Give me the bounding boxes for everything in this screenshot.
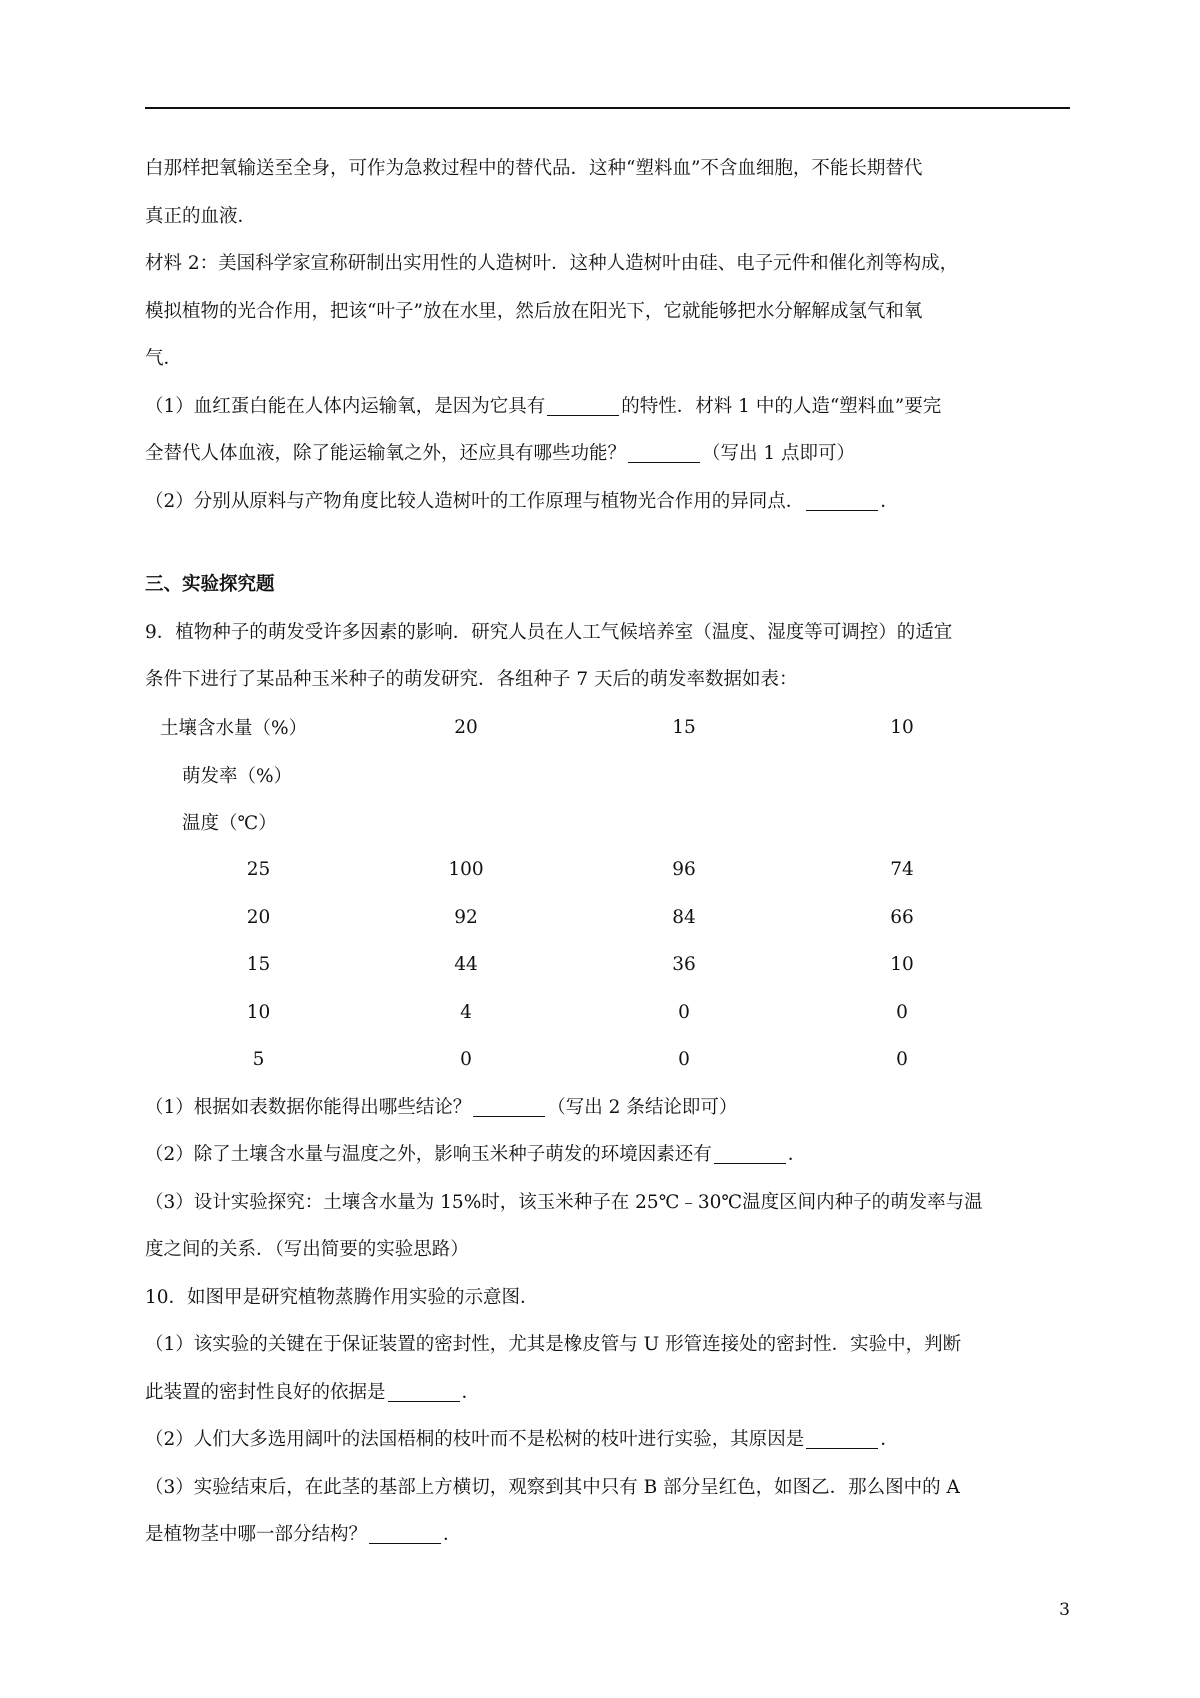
- q9-stem-line1: 9．植物种子的萌发受许多因素的影响．研究人员在人工气候培养室（温度、湿度等可调控）的适宜: [145, 621, 953, 643]
- table-cell: 92: [454, 906, 478, 928]
- answer-blank[interactable]: [628, 442, 700, 463]
- text-line: 材料 2：美国科学家宣称研制出实用性的人造树叶．这种人造树叶由硅、电子元件和催化剂等构成，: [145, 253, 959, 274]
- table-cell: 4: [460, 1001, 472, 1023]
- text-line: 模拟植物的光合作用，把该“叶子”放在水里，然后放在阳光下，它就能够把水分解解成氢气和氧: [145, 300, 923, 322]
- q8-part1-line1: （1）血红蛋白能在人体内运输氧，是因为它具有 的特性．材料 1 中的人造“塑料血”要完: [145, 395, 942, 417]
- table-header-moisture: 土壤含水量（%）: [160, 718, 308, 740]
- q10-part2: （2）人们大多选用阔叶的法国梧桐的枝叶而不是松树的枝叶进行实验，其原因是 ．: [145, 1429, 899, 1450]
- table-cell: 0: [678, 1049, 690, 1071]
- table-cell: 20: [246, 906, 271, 928]
- table-cell: 0: [460, 1049, 472, 1071]
- table-row: [160, 704, 1011, 752]
- answer-blank[interactable]: [806, 1428, 878, 1449]
- page-number: 3: [1059, 1600, 1070, 1620]
- table-cell: 66: [890, 906, 914, 928]
- table-cell: 0: [896, 1001, 908, 1023]
- q9-stem-line2: 条件下进行了某品种玉米种子的萌发研究．各组种子 7 天后的萌发率数据如表：: [145, 669, 798, 690]
- q8-part2: （2）分别从原料与产物角度比较人造树叶的工作原理与植物光合作用的异同点． ．: [145, 490, 899, 512]
- table-row: [160, 751, 1011, 799]
- table-cell: 10: [890, 716, 914, 738]
- text-line: 真正的血液．: [145, 205, 257, 227]
- table-cell: 10: [890, 954, 914, 976]
- table-cell: 36: [672, 954, 696, 976]
- table-header-rate: 萌发率（%）: [182, 765, 293, 787]
- answer-blank[interactable]: [806, 489, 878, 510]
- answer-blank[interactable]: [369, 1523, 441, 1544]
- q8-part1-line2: 全替代人体血液，除了能运输氧之外，还应具有哪些功能？ （写出 1 点即可）: [145, 443, 856, 464]
- table-row: [160, 894, 1011, 942]
- table-row: [160, 846, 1011, 894]
- table-cell: 10: [246, 1001, 271, 1023]
- table-row: [160, 1036, 1011, 1084]
- table-row: [160, 989, 1011, 1037]
- table-row: [160, 941, 1011, 989]
- table-cell: 84: [672, 906, 696, 928]
- header-rule: [145, 107, 1070, 109]
- answer-blank[interactable]: [547, 394, 619, 415]
- q10-part3-line1: （3）实验结束后，在此茎的基部上方横切，观察到其中只有 B 部分呈红色，如图乙．那么图中的 A: [145, 1476, 960, 1498]
- q10-part1-line2: 此装置的密封性良好的依据是 ．: [145, 1381, 481, 1403]
- q9-part3-line1: （3）设计实验探究：土壤含水量为 15%时，该玉米种子在 25℃﹣30℃温度区间内种子的萌发率与温: [145, 1191, 983, 1213]
- table-header-temp: 温度（℃）: [182, 813, 277, 835]
- table-cell: 74: [890, 859, 914, 881]
- table-cell: 20: [454, 716, 478, 738]
- table-cell: 96: [672, 859, 696, 881]
- answer-blank[interactable]: [714, 1143, 786, 1164]
- table-cell: 25: [246, 859, 271, 881]
- page-content: [145, 145, 1070, 1559]
- q9-part1: （1）根据如表数据你能得出哪些结论？ （写出 2 条结论即可）: [145, 1096, 738, 1118]
- text-line: 气．: [145, 348, 183, 369]
- q10-part1-line1: （1）该实验的关键在于保证装置的密封性，尤其是橡皮管与 U 形管连接处的密封性．实验中，判断: [145, 1334, 962, 1355]
- q9-part3-line2: 度之间的关系．（写出简要的实验思路）: [145, 1239, 469, 1260]
- text-line: 白那样把氧输送至全身，可作为急救过程中的替代品．这种“塑料血”不含血细胞，不能长期替代: [145, 158, 923, 179]
- germination-table: [160, 704, 1011, 1084]
- table-cell: 44: [454, 954, 478, 976]
- q9-part2: （2）除了土壤含水量与温度之外，影响玉米种子萌发的环境因素还有 ．: [145, 1144, 807, 1165]
- q10-part3-line2: 是植物茎中哪一部分结构？ ．: [145, 1524, 462, 1545]
- table-cell: 5: [252, 1049, 265, 1071]
- section-title: 三、实验探究题: [145, 574, 275, 595]
- table-cell: 0: [678, 1001, 690, 1023]
- answer-blank[interactable]: [388, 1380, 460, 1401]
- table-cell: 15: [672, 716, 696, 738]
- table-cell: 15: [246, 954, 271, 976]
- table-cell: 0: [896, 1049, 908, 1071]
- answer-blank[interactable]: [473, 1095, 545, 1116]
- q10-stem: 10．如图甲是研究植物蒸腾作用实验的示意图．: [145, 1286, 539, 1308]
- table-cell: 100: [448, 859, 484, 881]
- table-row: [160, 799, 1011, 847]
